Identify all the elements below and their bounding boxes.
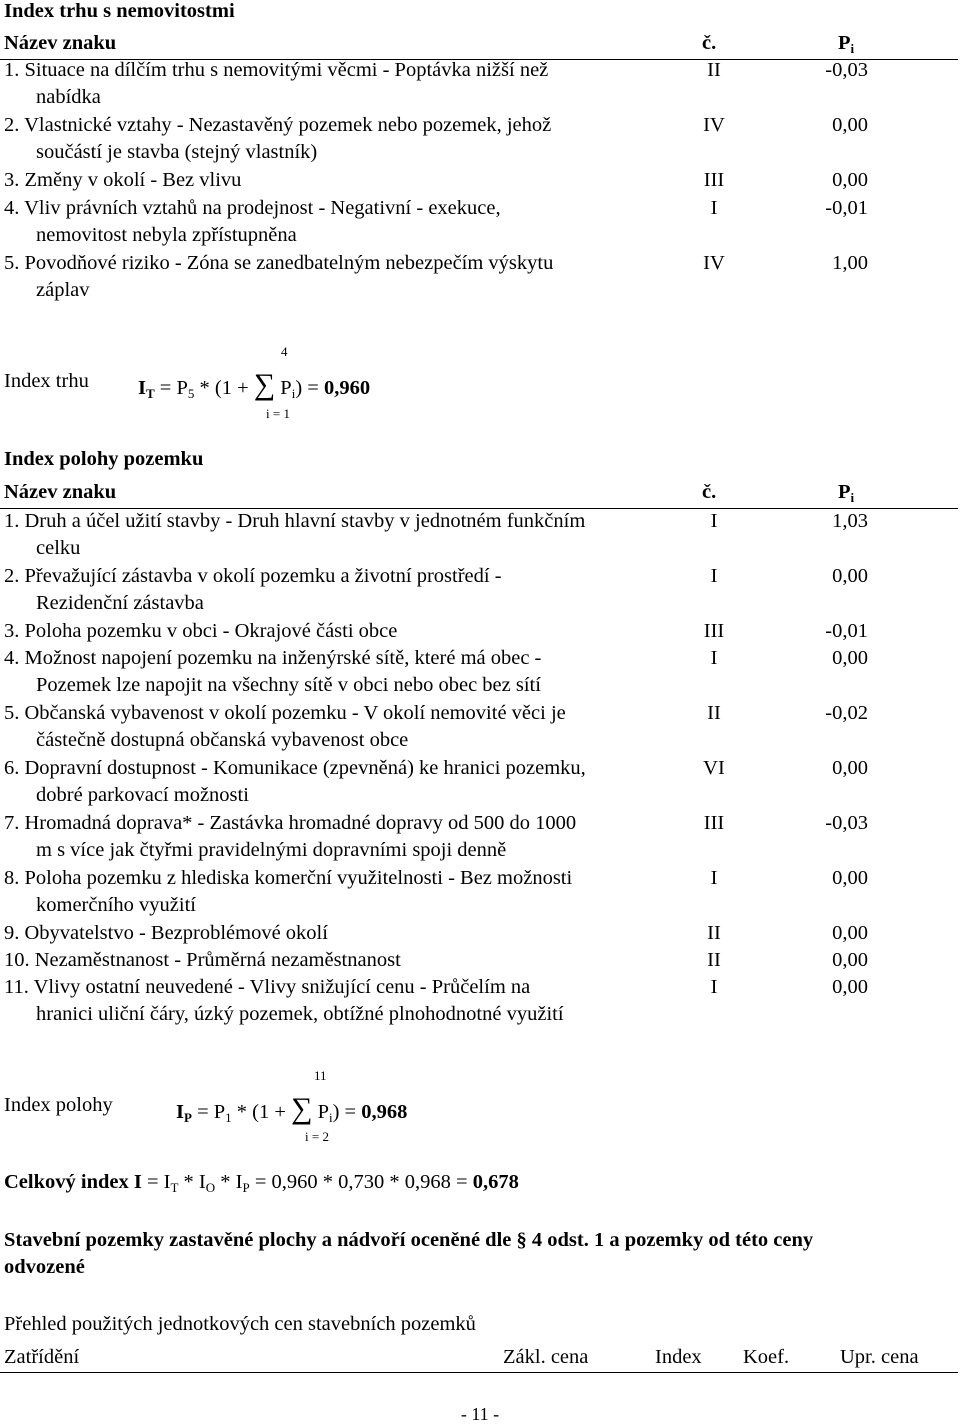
header-number: č. [702, 481, 717, 503]
criterion-value: 0,00 [832, 565, 868, 587]
criterion-value: 0,00 [832, 922, 868, 944]
criterion-value: -0,01 [825, 197, 868, 219]
formula-location: $I_P = P_1 * (1$ + ∑ $P_i) = 0,968$ [176, 1092, 408, 1125]
criterion-class: I [710, 565, 718, 587]
criterion-value: -0,03 [825, 812, 868, 834]
table-header-location [0, 481, 960, 509]
criterion-text-continued: Pozemek lze napojit na všechny sítě v obci nebo obec bez sítí [36, 674, 541, 696]
prices-title: Přehled použitých jednotkových cen stavebních pozemků [4, 1313, 476, 1335]
header-rule [0, 508, 958, 509]
criterion-class: I [710, 197, 718, 219]
criterion-class: IV [703, 114, 725, 136]
col-index: Index [655, 1346, 702, 1368]
criterion-text-continued: hranici uliční čáry, úzký pozemek, obtížné plnohodnotné využití [36, 1003, 564, 1025]
criterion-text-continued: nemovitost nebyla zpřístupněna [36, 224, 297, 246]
criterion-class: I [710, 510, 718, 532]
criterion-value: 0,00 [832, 757, 868, 779]
criterion-text: 3. Změny v okolí - Bez vlivu [4, 169, 242, 191]
formula-label-location: Index polohy [4, 1094, 113, 1116]
header-p: $P_i$ [838, 481, 855, 505]
criterion-value: -0,02 [825, 702, 868, 724]
criterion-text: 10. Nezaměstnanost - Průměrná nezaměstnanost [4, 949, 401, 971]
sum-upper-limit: 4 [281, 344, 288, 359]
criterion-text: 11. Vlivy ostatní neuvedené - Vlivy snižující cenu - Průčelím na [4, 976, 531, 998]
note-line-1: Stavební pozemky zastavěné plochy a nádvoří oceněné dle § 4 odst. 1 a pozemky od této ceny [4, 1229, 814, 1251]
sum-upper-limit: 11 [314, 1068, 327, 1083]
market-index-result: 0,960 [323, 377, 371, 399]
formula-label-market: Index trhu [4, 370, 89, 392]
criterion-class: III [703, 812, 725, 834]
col-class: Zatřídění [4, 1346, 80, 1368]
criterion-class: IV [703, 252, 725, 274]
criterion-text: 7. Hromadná doprava* - Zastávka hromadné dopravy od 500 do 1000 [4, 812, 577, 834]
criterion-value: 0,00 [832, 867, 868, 889]
sigma-icon: ∑ [291, 1092, 313, 1125]
criterion-text: 2. Převažující zástavba v okolí pozemku a životní prostředí - [4, 565, 502, 587]
criterion-class: I [710, 976, 718, 998]
criterion-text-continued: komerčního využití [36, 894, 196, 916]
criterion-value: -0,01 [825, 620, 868, 642]
col-base-price: Zákl. cena [503, 1346, 589, 1368]
table-header-market [0, 32, 960, 60]
criterion-text: 2. Vlastnické vztahy - Nezastavěný pozemek nebo pozemek, jehož [4, 114, 552, 136]
header-name: Název znaku [4, 481, 117, 503]
criterion-text: 8. Poloha pozemku z hlediska komerční využitelnosti - Bez možnosti [4, 867, 573, 889]
section-title-location: Index polohy pozemku [4, 448, 204, 470]
criterion-text-continued: dobré parkovací možnosti [36, 784, 249, 806]
sigma-icon: ∑ [253, 368, 276, 401]
criterion-class: I [710, 867, 718, 889]
criterion-value: 1,00 [832, 252, 868, 274]
criterion-text: 1. Situace na dílčím trhu s nemovitými věcmi - Poptávka nižší než [4, 59, 549, 81]
criterion-text: 1. Druh a účel užití stavby - Druh hlavní stavby v jednotném funkčním [4, 510, 586, 532]
section-title-market: Index trhu s nemovitostmi [4, 0, 235, 22]
prices-header-rule [0, 1372, 958, 1373]
criterion-class: III [703, 169, 725, 191]
formula-market: $I_T = P_5 * (1$ + ∑ $P_i) = 0,960$ [138, 368, 371, 401]
criterion-value: 0,00 [832, 647, 868, 669]
criterion-class: I [710, 647, 718, 669]
sum-lower-limit: i = 1 [266, 406, 290, 421]
header-number: č. [702, 32, 717, 54]
criterion-text: 3. Poloha pozemku v obci - Okrajové části obce [4, 620, 398, 642]
col-adjusted-price: Upr. cena [840, 1346, 919, 1368]
criterion-text: 5. Povodňové riziko - Zóna se zanedbatelným nebezpečím výskytu [4, 252, 554, 274]
criterion-class: II [707, 702, 721, 724]
criterion-class: II [707, 59, 721, 81]
criterion-text-continued: celku [36, 537, 81, 559]
header-p: $P_i$ [838, 32, 855, 56]
criterion-text-continued: záplav [36, 279, 90, 301]
header-name: Název znaku [4, 32, 117, 54]
criterion-value: 0,00 [832, 114, 868, 136]
criterion-text: 4. Vliv právních vztahů na prodejnost - Negativní - exekuce, [4, 197, 501, 219]
total-index: Celkový index $I = I_T * I_O * I_P = 0,960 * 0,730 * 0,968 = 0,678$ [4, 1171, 519, 1195]
criterion-value: 1,03 [832, 510, 868, 532]
location-index-result: 0,968 [361, 1101, 408, 1123]
note-line-2: odvozené [4, 1256, 85, 1278]
page-number: - 11 - [460, 1404, 500, 1424]
col-coef: Koef. [743, 1346, 790, 1368]
criterion-text: 9. Obyvatelstvo - Bezproblémové okolí [4, 922, 328, 944]
criterion-text-continued: nabídka [36, 86, 101, 108]
criterion-class: VI [703, 757, 725, 779]
criterion-text-continued: částečně dostupná občanská vybavenost obce [36, 729, 409, 751]
criterion-text-continued: m s více jak čtyřmi pravidelnými dopravními spoji denně [36, 839, 507, 861]
criterion-text-continued: součástí je stavba (stejný vlastník) [36, 141, 318, 163]
criterion-text-continued: Rezidenční zástavba [36, 592, 204, 614]
sum-lower-limit: i = 2 [305, 1129, 329, 1144]
criterion-class: III [703, 620, 725, 642]
criterion-text: 6. Dopravní dostupnost - Komunikace (zpevněná) ke hranici pozemku, [4, 757, 586, 779]
criterion-value: 0,00 [832, 169, 868, 191]
criterion-text: 5. Občanská vybavenost v okolí pozemku - V okolí nemovité věci je [4, 702, 566, 724]
criterion-class: II [707, 949, 721, 971]
criterion-value: 0,00 [832, 976, 868, 998]
criterion-text: 4. Možnost napojení pozemku na inženýrské sítě, které má obec - [4, 647, 542, 669]
criterion-value: -0,03 [825, 59, 868, 81]
criterion-value: 0,00 [832, 949, 868, 971]
total-index-result: 0,678 [472, 1171, 519, 1193]
criterion-class: II [707, 922, 721, 944]
